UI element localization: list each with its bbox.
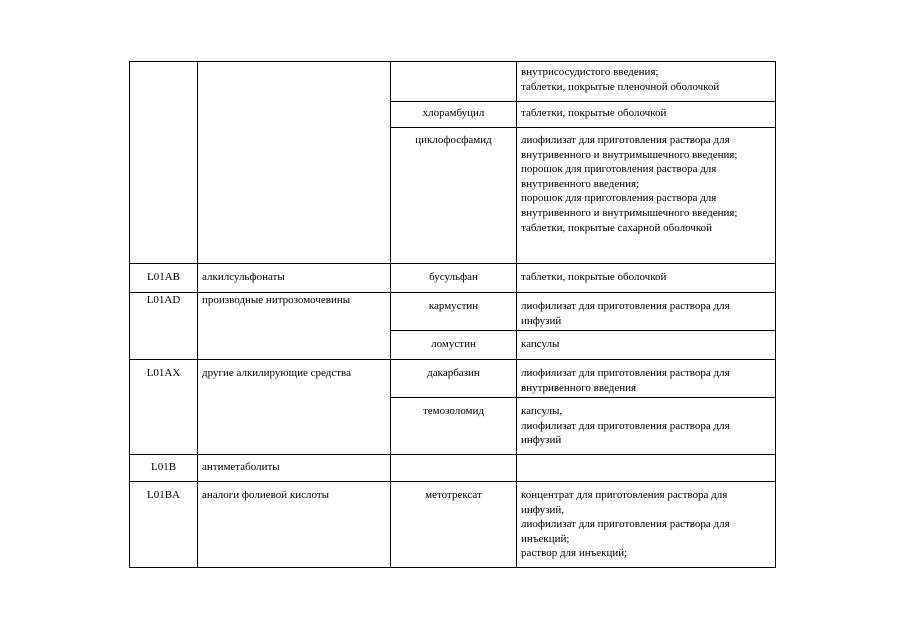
dosage-form-line: лиофилизат для приготовления раствора для внутривенного и внутримышечного введения; (521, 134, 738, 161)
dosage-form-cell (517, 482, 776, 568)
dosage-form-cell (517, 62, 776, 102)
atc-code-cell: L01AX (130, 360, 198, 455)
drug-name-cell: темозоломид (391, 398, 517, 455)
drug-name-cell (391, 455, 517, 482)
dosage-form-line: таблетки, покрытые оболочкой (521, 107, 667, 119)
drug-name-cell (391, 62, 517, 102)
drug-name-cell: кармустин (391, 293, 517, 331)
dosage-form-line: порошок для приготовления раствора для внутривенного и внутримышечного введения; (521, 192, 738, 219)
dosage-form-line: таблетки, покрытые пленочной оболочкой (521, 80, 720, 93)
group-cell: производные нитрозомочевины (198, 293, 391, 360)
atc-code-cell: L01AD (130, 293, 198, 360)
dosage-form-line: лиофилизат для приготовления раствора для инфузий (521, 419, 730, 447)
group-cell: аналоги фолиевой кислоты (198, 482, 391, 568)
table-row (130, 455, 776, 482)
group-cell: другие алкилирующие средства (198, 360, 391, 455)
dosage-form-line: лиофилизат для приготовления раствора для инъекций; (521, 518, 730, 545)
dosage-form-line: порошок для приготовления раствора для внутривенного введения; (521, 163, 717, 190)
dosage-form-line: капсулы, (521, 405, 563, 417)
table-row (130, 482, 776, 568)
dosage-form-cell (517, 264, 776, 293)
dosage-form-cell (517, 360, 776, 398)
dosage-form-line: таблетки, покрытые сахарной оболочкой (521, 221, 713, 234)
group-cell (198, 62, 391, 264)
dosage-form-cell (517, 331, 776, 360)
atc-code-cell: L01BA (130, 482, 198, 568)
drug-table (129, 61, 776, 568)
atc-code-cell: L01B (130, 455, 198, 482)
dosage-form-line: концентрат для приготовления раствора для инфузий, (521, 489, 728, 516)
table-row (130, 360, 776, 398)
drug-name-cell: дакарбазин (391, 360, 517, 398)
drug-name-cell: хлорамбуцил (391, 102, 517, 128)
dosage-form-line: таблетки, покрытые оболочкой (521, 271, 667, 283)
drug-name-cell: бусульфан (391, 264, 517, 293)
table-row (130, 264, 776, 293)
table-row (130, 293, 776, 331)
dosage-form-line: внутрисосудистого введения; (521, 66, 659, 78)
dosage-form-line: лиофилизат для приготовления раствора для внутривенного введения (521, 367, 730, 394)
drug-name-cell: метотрексат (391, 482, 517, 568)
dosage-form-line: раствор для инъекций; (521, 547, 628, 560)
dosage-form-cell (517, 293, 776, 331)
dosage-form-cell (517, 455, 776, 482)
dosage-form-line: капсулы (521, 338, 560, 350)
atc-code-cell: L01AB (130, 264, 198, 293)
drug-name-cell: ломустин (391, 331, 517, 360)
dosage-form-line: лиофилизат для приготовления раствора для инфузий (521, 300, 730, 327)
group-cell: алкилсульфонаты (198, 264, 391, 293)
dosage-form-cell (517, 102, 776, 128)
group-cell: антиметаболиты (198, 455, 391, 482)
dosage-form-cell (517, 398, 776, 455)
atc-code-cell (130, 62, 198, 264)
dosage-form-cell (517, 128, 776, 264)
table-row (130, 62, 776, 102)
drug-name-cell: циклофосфамид (391, 128, 517, 264)
